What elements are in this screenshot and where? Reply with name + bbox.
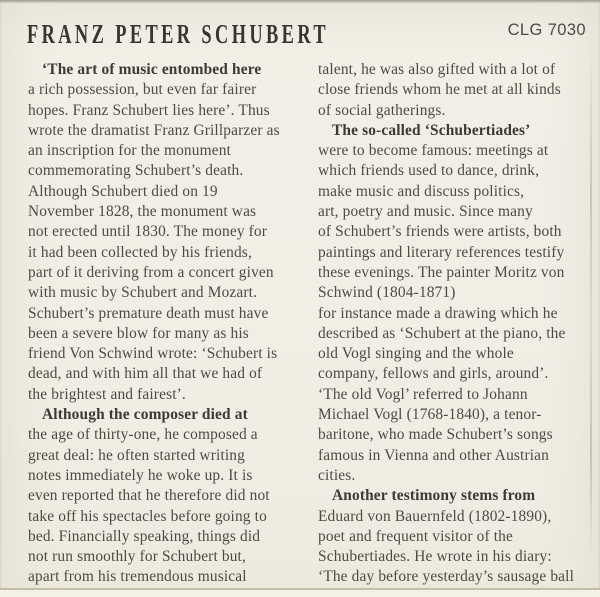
text-line: baritone, who made Schubert’s songs [318, 426, 553, 444]
text-line: poet and frequent visitor of the [318, 527, 513, 545]
text-line: of Schubert’s friends were artists, both [318, 223, 562, 241]
text-line: wrote the dramatist Franz Grillparzer as [28, 121, 280, 139]
text-line: for instance made a drawing which he [318, 304, 558, 322]
text-line: great deal: he often started writing [28, 446, 245, 464]
text-line: commemorating Schubert’s death. [28, 162, 244, 180]
text-line: even reported that he therefore did not [28, 487, 270, 505]
text-line: cities. [318, 466, 356, 484]
text-line: ‘The day before yesterday’s sausage ball [318, 568, 574, 586]
text-line: been a severe blow for many as his [28, 324, 249, 342]
text-line: a rich possession, but even far fairer [28, 81, 257, 99]
text-line: take off his spectacles before going to [28, 507, 267, 525]
top-edge-shadow [0, 0, 600, 3]
text-line: which friends used to dance, drink, [318, 162, 540, 180]
text-line: ‘The old Vogl’ referred to Johann [318, 385, 528, 403]
page-crease-shadow [590, 40, 592, 560]
text-line: hopes. Franz Schubert lies here’. Thus [28, 101, 270, 119]
text-line: it had been collected by his friends, [28, 243, 252, 261]
text-line: The so-called ‘Schubertiades’ [332, 121, 531, 139]
text-line: November 1828, the monument was [28, 203, 257, 221]
text-line: close friends whom he met at all kinds [318, 81, 561, 99]
catalog-number: CLG 7030 [507, 21, 586, 39]
text-line: with music by Schubert and Mozart. [28, 284, 258, 302]
text-line: of social gatherings. [318, 101, 446, 119]
text-line: described as ‘Schubert at the piano, the [318, 324, 566, 342]
text-line: Another testimony stems from [332, 487, 536, 505]
text-line: Schwind (1804-1871) [318, 284, 456, 302]
text-line: friend Von Schwind wrote: ‘Schubert is [28, 345, 278, 363]
text-line: old Vogl singing and the whole [318, 345, 514, 363]
text-line: bed. Financially speaking, things did [28, 527, 261, 545]
text-line: these evenings. The painter Moritz von [318, 263, 565, 281]
text-line: make music and discuss politics, [318, 182, 525, 200]
text-line: Michael Vogl (1768-1840), a tenor- [318, 406, 542, 424]
text-line: the brightest and fairest’. [28, 385, 186, 403]
text-line: Although the composer died at [42, 406, 248, 424]
right-text-column [318, 60, 598, 588]
text-line: the age of thirty-one, he composed a [28, 426, 258, 444]
text-line: company, fellows and girls, around’. [318, 365, 549, 383]
left-text-column [28, 60, 308, 588]
text-line: Schubert’s premature death must have [28, 304, 269, 322]
text-line: dead, and with him all that we had of [28, 365, 263, 383]
page-title: FRANZ PETER SCHUBERT [27, 19, 329, 49]
text-line: part of it deriving from a concert given [28, 263, 274, 281]
text-line: paintings and literary references testify [318, 243, 565, 261]
text-line: famous in Vienna and other Austrian [318, 446, 550, 464]
text-line: art, poetry and music. Since many [318, 203, 533, 221]
text-line: Schubertiades. He wrote in his diary: [318, 548, 552, 566]
text-line: Eduard von Bauernfeld (1802-1890), [318, 507, 552, 525]
text-line: were to become famous: meetings at [318, 142, 549, 160]
text-line: notes immediately he woke up. It is [28, 466, 253, 484]
bottom-edge-strip [0, 590, 600, 597]
text-line: an inscription for the monument [28, 142, 231, 160]
text-line: apart from his tremendous musical [28, 568, 247, 586]
text-line: ‘The art of music entombed here [42, 61, 262, 78]
text-line: talent, he was also gifted with a lot of [318, 61, 556, 78]
text-line: not erected until 1830. The money for [28, 223, 268, 241]
text-line: Although Schubert died on 19 [28, 182, 218, 200]
text-line: not run smoothly for Schubert but, [28, 548, 246, 566]
